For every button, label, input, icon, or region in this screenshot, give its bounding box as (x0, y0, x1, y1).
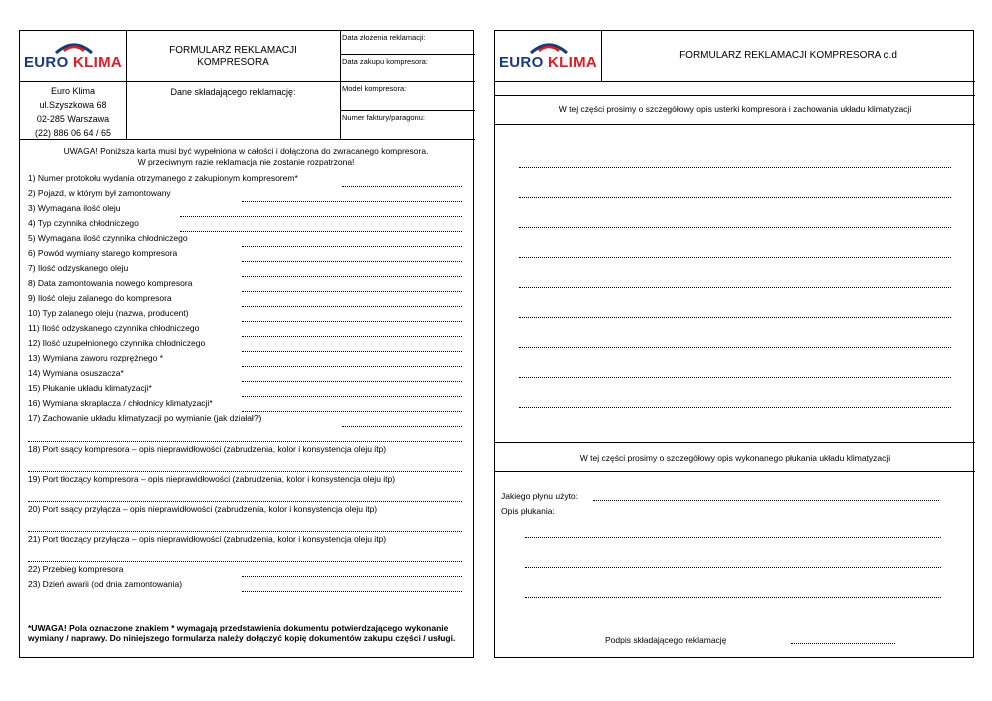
defect-line-9[interactable] (519, 407, 951, 408)
question-12: 12) Ilość uzupełnionego czynnika chłodniczego (28, 338, 206, 348)
answer-field-11[interactable] (242, 336, 462, 337)
answer-field-8[interactable] (242, 291, 462, 292)
signature-field[interactable] (791, 643, 895, 644)
submitter-data-label: Dane składającego reklamację: (170, 87, 296, 97)
question-5: 5) Wymagana ilość czynnika chłodniczego (28, 233, 188, 243)
logo-word-klima: KLIMA (548, 54, 598, 71)
answer-field-4[interactable] (180, 231, 462, 232)
defect-line-7[interactable] (519, 347, 951, 348)
flush-line-1[interactable] (525, 537, 941, 538)
claim-form-page-1 (19, 30, 474, 658)
question-19: 19) Port tłoczący kompresora – opis nieprawidłowości (zabrudzenia, kolor i konsystencja oleju itp) (28, 474, 396, 484)
footnote-warning: *UWAGA! Pola oznaczone znakiem * wymagają przedstawienia dokumentu potwierdzającego wykonanie wymiany / naprawy. Do niniejszego formularza należy dołączyć kopię dokumentów zakupu części / usługi. (28, 623, 456, 643)
defect-line-4[interactable] (519, 257, 951, 258)
answer-field-12[interactable] (242, 351, 462, 352)
answer-field-20[interactable] (28, 531, 462, 532)
defect-line-5[interactable] (519, 287, 951, 288)
answer-field-17b[interactable] (28, 441, 462, 442)
question-22: 22) Przebieg kompresora (28, 564, 124, 574)
warning-text: UWAGA! Poniższa karta musi być wypełniona w całości i dołączona do zwracanego kompresora. W przeciwnym razie reklamacja nie zostanie rozpatrzona! (63, 146, 429, 167)
question-8: 8) Data zamontowania nowego kompresora (28, 278, 193, 288)
fluid-input[interactable] (593, 500, 939, 501)
question-20: 20) Port ssący przyłącza – opis nieprawidłowości (zabrudzenia, kolor i konsystencja oleju itp) (28, 504, 378, 514)
company-address: Euro Klima ul.Szyszkowa 68 02-285 Warszawa (22) 886 06 64 / 65 (34, 86, 112, 138)
answer-field-2[interactable] (242, 201, 462, 202)
form-title: FORMULARZ REKLAMACJI KOMPRESORA (169, 45, 297, 68)
question-2: 2) Pojazd, w którym był zamontowany (28, 188, 171, 198)
defect-line-6[interactable] (519, 317, 951, 318)
answer-field-3[interactable] (180, 216, 462, 217)
question-4: 4) Typ czynnika chłodniczego (28, 218, 139, 228)
euro-klima-logo-page-2 (499, 37, 599, 77)
logo-word-euro: EURO (499, 54, 544, 71)
question-21: 21) Port tłoczący przyłącza – opis nieprawidłowości (zabrudzenia, kolor i konsystencja oleju itp) (28, 534, 387, 544)
signature-label: Podpis składającego reklamację (605, 635, 727, 645)
defect-line-2[interactable] (519, 197, 951, 198)
date-purchase-field[interactable]: Data zakupu kompresora: (342, 57, 428, 66)
form-title-continued: FORMULARZ REKLAMACJI KOMPRESORA c.d (679, 50, 897, 61)
answer-field-1[interactable] (342, 186, 462, 187)
flush-line-3[interactable] (525, 597, 941, 598)
question-14: 14) Wymiana osuszacza* (28, 368, 124, 378)
answer-field-21[interactable] (28, 561, 462, 562)
defect-line-1[interactable] (519, 167, 951, 168)
question-1: 1) Numer protokołu wydania otrzymanego z zakupionym kompresorem* (28, 173, 298, 183)
question-15: 15) Płukanie układu klimatyzacji* (28, 383, 152, 393)
answer-field-22[interactable] (242, 576, 462, 577)
answer-field-19[interactable] (28, 501, 462, 502)
answer-field-16[interactable] (242, 411, 462, 412)
answer-field-6[interactable] (242, 261, 462, 262)
question-11: 11) Ilość odzyskanego czynnika chłodniczego (28, 323, 200, 333)
answer-field-10[interactable] (242, 321, 462, 322)
section-defect-heading: W tej części prosimy o szczegółowy opis usterki kompresora i zachowania układu klimatyzacji (558, 104, 912, 114)
flush-line-2[interactable] (525, 567, 941, 568)
question-9: 9) Ilość oleju zalanego do kompresora (28, 293, 172, 303)
fluid-label: Jakiego płynu użyto: (501, 491, 579, 501)
model-field[interactable]: Model kompresora: (342, 84, 407, 93)
euro-klima-logo (24, 37, 124, 77)
invoice-field[interactable]: Numer faktury/paragonu: (342, 113, 425, 122)
question-17: 17) Zachowanie układu klimatyzacji po wymianie (jak działał?) (28, 413, 262, 423)
defect-line-3[interactable] (519, 227, 951, 228)
logo-word-klima: KLIMA (73, 54, 123, 71)
flush-description-label: Opis płukania: (501, 506, 555, 516)
section-flush-heading: W tej części prosimy o szczegółowy opis wykonanego płukania układu klimatyzacji (579, 453, 891, 463)
date-submitted-field[interactable]: Data złożenia reklamacji: (342, 33, 426, 42)
logo-word-euro: EURO (24, 54, 69, 71)
answer-field-15[interactable] (242, 396, 462, 397)
question-13: 13) Wymiana zaworu rozprężnego * (28, 353, 164, 363)
question-7: 7) Ilość odzyskanego oleju (28, 263, 129, 273)
answer-field-13[interactable] (242, 366, 462, 367)
question-16: 16) Wymiana skraplacza / chłodnicy klimatyzacji* (28, 398, 213, 408)
answer-field-18[interactable] (28, 471, 462, 472)
question-18: 18) Port ssący kompresora – opis nieprawidłowości (zabrudzenia, kolor i konsystencja oleju itp) (28, 444, 387, 454)
defect-line-8[interactable] (519, 377, 951, 378)
answer-field-7[interactable] (242, 276, 462, 277)
answer-field-14[interactable] (242, 381, 462, 382)
answer-field-17[interactable] (342, 426, 462, 427)
answer-field-23[interactable] (242, 591, 462, 592)
question-3: 3) Wymagana ilość oleju (28, 203, 121, 213)
answer-field-5[interactable] (242, 246, 462, 247)
question-23: 23) Dzień awarii (od dnia zamontowania) (28, 579, 183, 589)
question-6: 6) Powód wymiany starego kompresora (28, 248, 178, 258)
answer-field-9[interactable] (242, 306, 462, 307)
claim-form-page-2 (494, 30, 974, 658)
question-10: 10) Typ zalanego oleju (nazwa, producent) (28, 308, 189, 318)
